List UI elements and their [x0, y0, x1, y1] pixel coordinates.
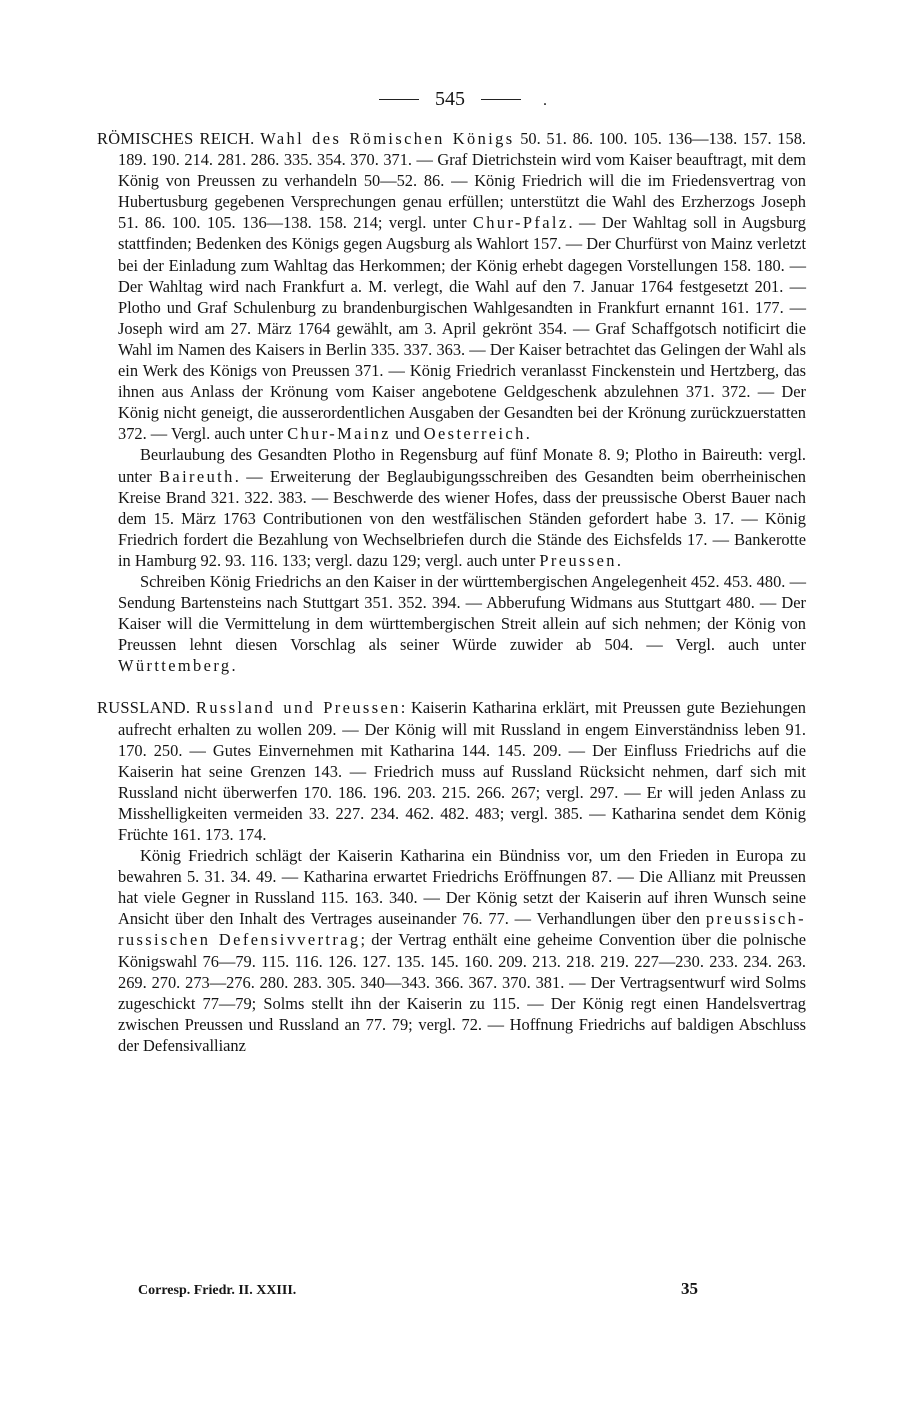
spaced-keyword: preussisch-russischen Defensivvertrag — [118, 909, 806, 950]
entry-paragraph — [118, 571, 806, 676]
entry-text: Schreiben König Friedrichs an den Kaiser in der württembergischen Angelegenheit 452. 453. 480. — Sendung Bartensteins nach Stuttgart 351. 352. 394. — Abberufung Widmans aus Stuttgart 480. — Der Kaiser will die Vermittelung in dem württembergischen Streit allein auf sich nehmen; der König von Preussen lehnt diesen Vorschlag als seiner Würde zuwider ab 504. — Vergl. auch unter — [118, 571, 806, 655]
entry-term: RÖMISCHES REICH. — [97, 129, 255, 148]
entry-text: . — Der Wahltag soll in Augsburg stattfinden; Bedenken des Königs gegen Augsburg als Wahlort 157. — Der Churfürst von Mainz verletzt bei der Einladung zum Wahltag das Herkommen; der König erhebt dagegen Vorstellungen 158. 180. — Der Wahltag wird nach Frankfurt a. M. verlegt, die Wahl auf den 7. Januar 1764 festgesetzt 201. — Plotho und Graf Schulenburg zu brandenburgischen Wahlgesandten in Frankfurt ernannt 161. 177. — Joseph wird am 27. März 1764 gewählt, am 3. April gekrönt 354. — Graf Schaffgotsch notificirt die Wahl im Namen des Kaisers in Berlin 335. 337. 363. — Der Kaiser betrachtet das Gelingen der Wahl als ein Werk des Königs von Preussen 371. — König Friedrich veranlasst Finckenstein und Hertzberg, das ihnen aus Anlass der Krönung vom Kaiser angebotene Geldgeschenk abzulehnen 371. 372. — Der König nicht geneigt, die ausserordentlichen Ausgaben der Gesandten bei der Krönung zurückzuerstatten 372. — Vergl. auch unter — [118, 213, 806, 444]
page-number: 545 — [435, 88, 465, 110]
header-mark: . — [543, 92, 547, 109]
entry-term: RUSSLAND. — [97, 698, 191, 718]
spaced-keyword: Chur-Mainz — [287, 424, 391, 444]
entry-text: . — [616, 550, 621, 570]
header-rule-left — [379, 99, 419, 100]
index-entry — [97, 128, 806, 444]
entry-text: 50. 51. 86. 100. 105. 136—138. 157. 158. 189. 190. 214. 281. 286. 335. 354. 370. 371. — Graf Dietrichstein wird vom Kaiser beauftragt, mit dem König von Preussen zu verhandeln 50—52. 86. — König Friedrich will die im Friedensvertrag von Hubertusburg gegebenen Versprechungen genau erfüllen; unterstützt die Wahl des Erzherzogs Joseph 51. 86. 100. 105. 136—138. 158. 214; vergl. unter — [118, 129, 806, 233]
entry-text: : Kaiserin Katharina erklärt, mit Preussen gute Beziehungen aufrecht erhalten zu wollen 209. — Der König will mit Russland in engem Einverständniss leben 91. 170. 250. — Gutes Einvernehmen mit Katharina 144. 145. 209. — Der Einfluss Friedrichs auf die Kaiserin hat seine Grenzen 143. — Friedrich muss auf Russland Rücksicht nehmen, darf sich mit Russland nicht überwerfen 170. 186. 196. 203. 215. 266. 267; vergl. 297. — Er will jeden Anlass zu Misshelligkeiten vermeiden 33. 227. 234. 462. 482. 483; vergl. 385. — Katharina sendet dem König Früchte 161. 173. 174. — [118, 698, 806, 844]
spaced-keyword: Baireuth — [159, 466, 235, 486]
spaced-keyword: Preussen — [539, 550, 617, 570]
entry-text: . — Erweiterung der Beglaubigungsschreiben des Gesandten beim oberrheinischen Kreise Brand 321. 322. 383. — Beschwerde des wiener Hofes, dass der preussische Oberst Bauer nach dem 15. März 1763 Contributionen von den westfälischen Ständen gefordert habe 3. 17. — König Friedrich fordert die Bezahlung von Wechselbriefen durch die Stände des Eichsfelds 17. — Bankerotte in Hamburg 92. 93. 116. 133; vergl. dazu 129; vergl. auch unter — [118, 466, 806, 570]
spaced-keyword: Chur-Pfalz — [472, 213, 569, 233]
sheet-signature: 35 — [681, 1279, 698, 1298]
entry-text: ; der Vertrag enthält eine geheime Convention über die polnische Königswahl 76—79. 115. 116. 126. 127. 135. 145. 160. 209. 213. 218. 219. 227—230. 233. 234. 263. 269. 270. 273—276. 280. 283. 305. 340—343. 366. 367. 370. 381. — Der Vertragsentwurf wird Solms zugeschickt 77—79; Solms stellt ihn der Kaiserin zu 115. — Der König regt einen Handelsvertrag zwischen Preussen und Russland an 77. 79; vergl. 72. — Hoffnung Friedrichs auf baldigen Abschluss der Defensivallianz — [118, 930, 806, 1055]
index-entry — [97, 697, 806, 845]
spaced-keyword: Wahl des Römischen Königs — [260, 129, 515, 148]
spaced-keyword: Russland und Preussen — [196, 698, 401, 718]
spaced-keyword: Oesterreich — [423, 424, 526, 444]
header-rule-right — [481, 99, 521, 100]
entry-text: König Friedrich schlägt der Kaiserin Katharina ein Bündniss vor, um den Frieden in Europa zu bewahren 5. 31. 34. 49. — Katharina erwartet Friedrichs Eröffnungen 87. — Die Allianz mit Preussen hat viele Gegner in Russland 115. 163. 340. — Der König setzt der Kaiserin auf ihren Wunsch seine Ansicht über den Inhalt des Vertrages auseinander 76. 77. — Verhandlungen über den — [118, 846, 806, 929]
page-header — [0, 88, 900, 111]
spaced-keyword: Württemberg — [118, 656, 232, 676]
entry-paragraph — [118, 444, 806, 571]
entry-gap — [118, 676, 806, 697]
page-footer — [138, 1279, 698, 1299]
entry-paragraph — [118, 845, 806, 1056]
series-title: Corresp. Friedr. II. XXIII. — [138, 1283, 297, 1298]
entry-text: . — [231, 656, 236, 676]
entry-text: Beurlaubung des Gesandten Plotho in Regensburg auf fünf Monate 8. 9; Plotho in Baireuth: vergl. unter — [118, 445, 806, 486]
entry-text: . — [525, 424, 530, 444]
index-body — [97, 128, 806, 1056]
entry-text: und — [390, 424, 424, 444]
